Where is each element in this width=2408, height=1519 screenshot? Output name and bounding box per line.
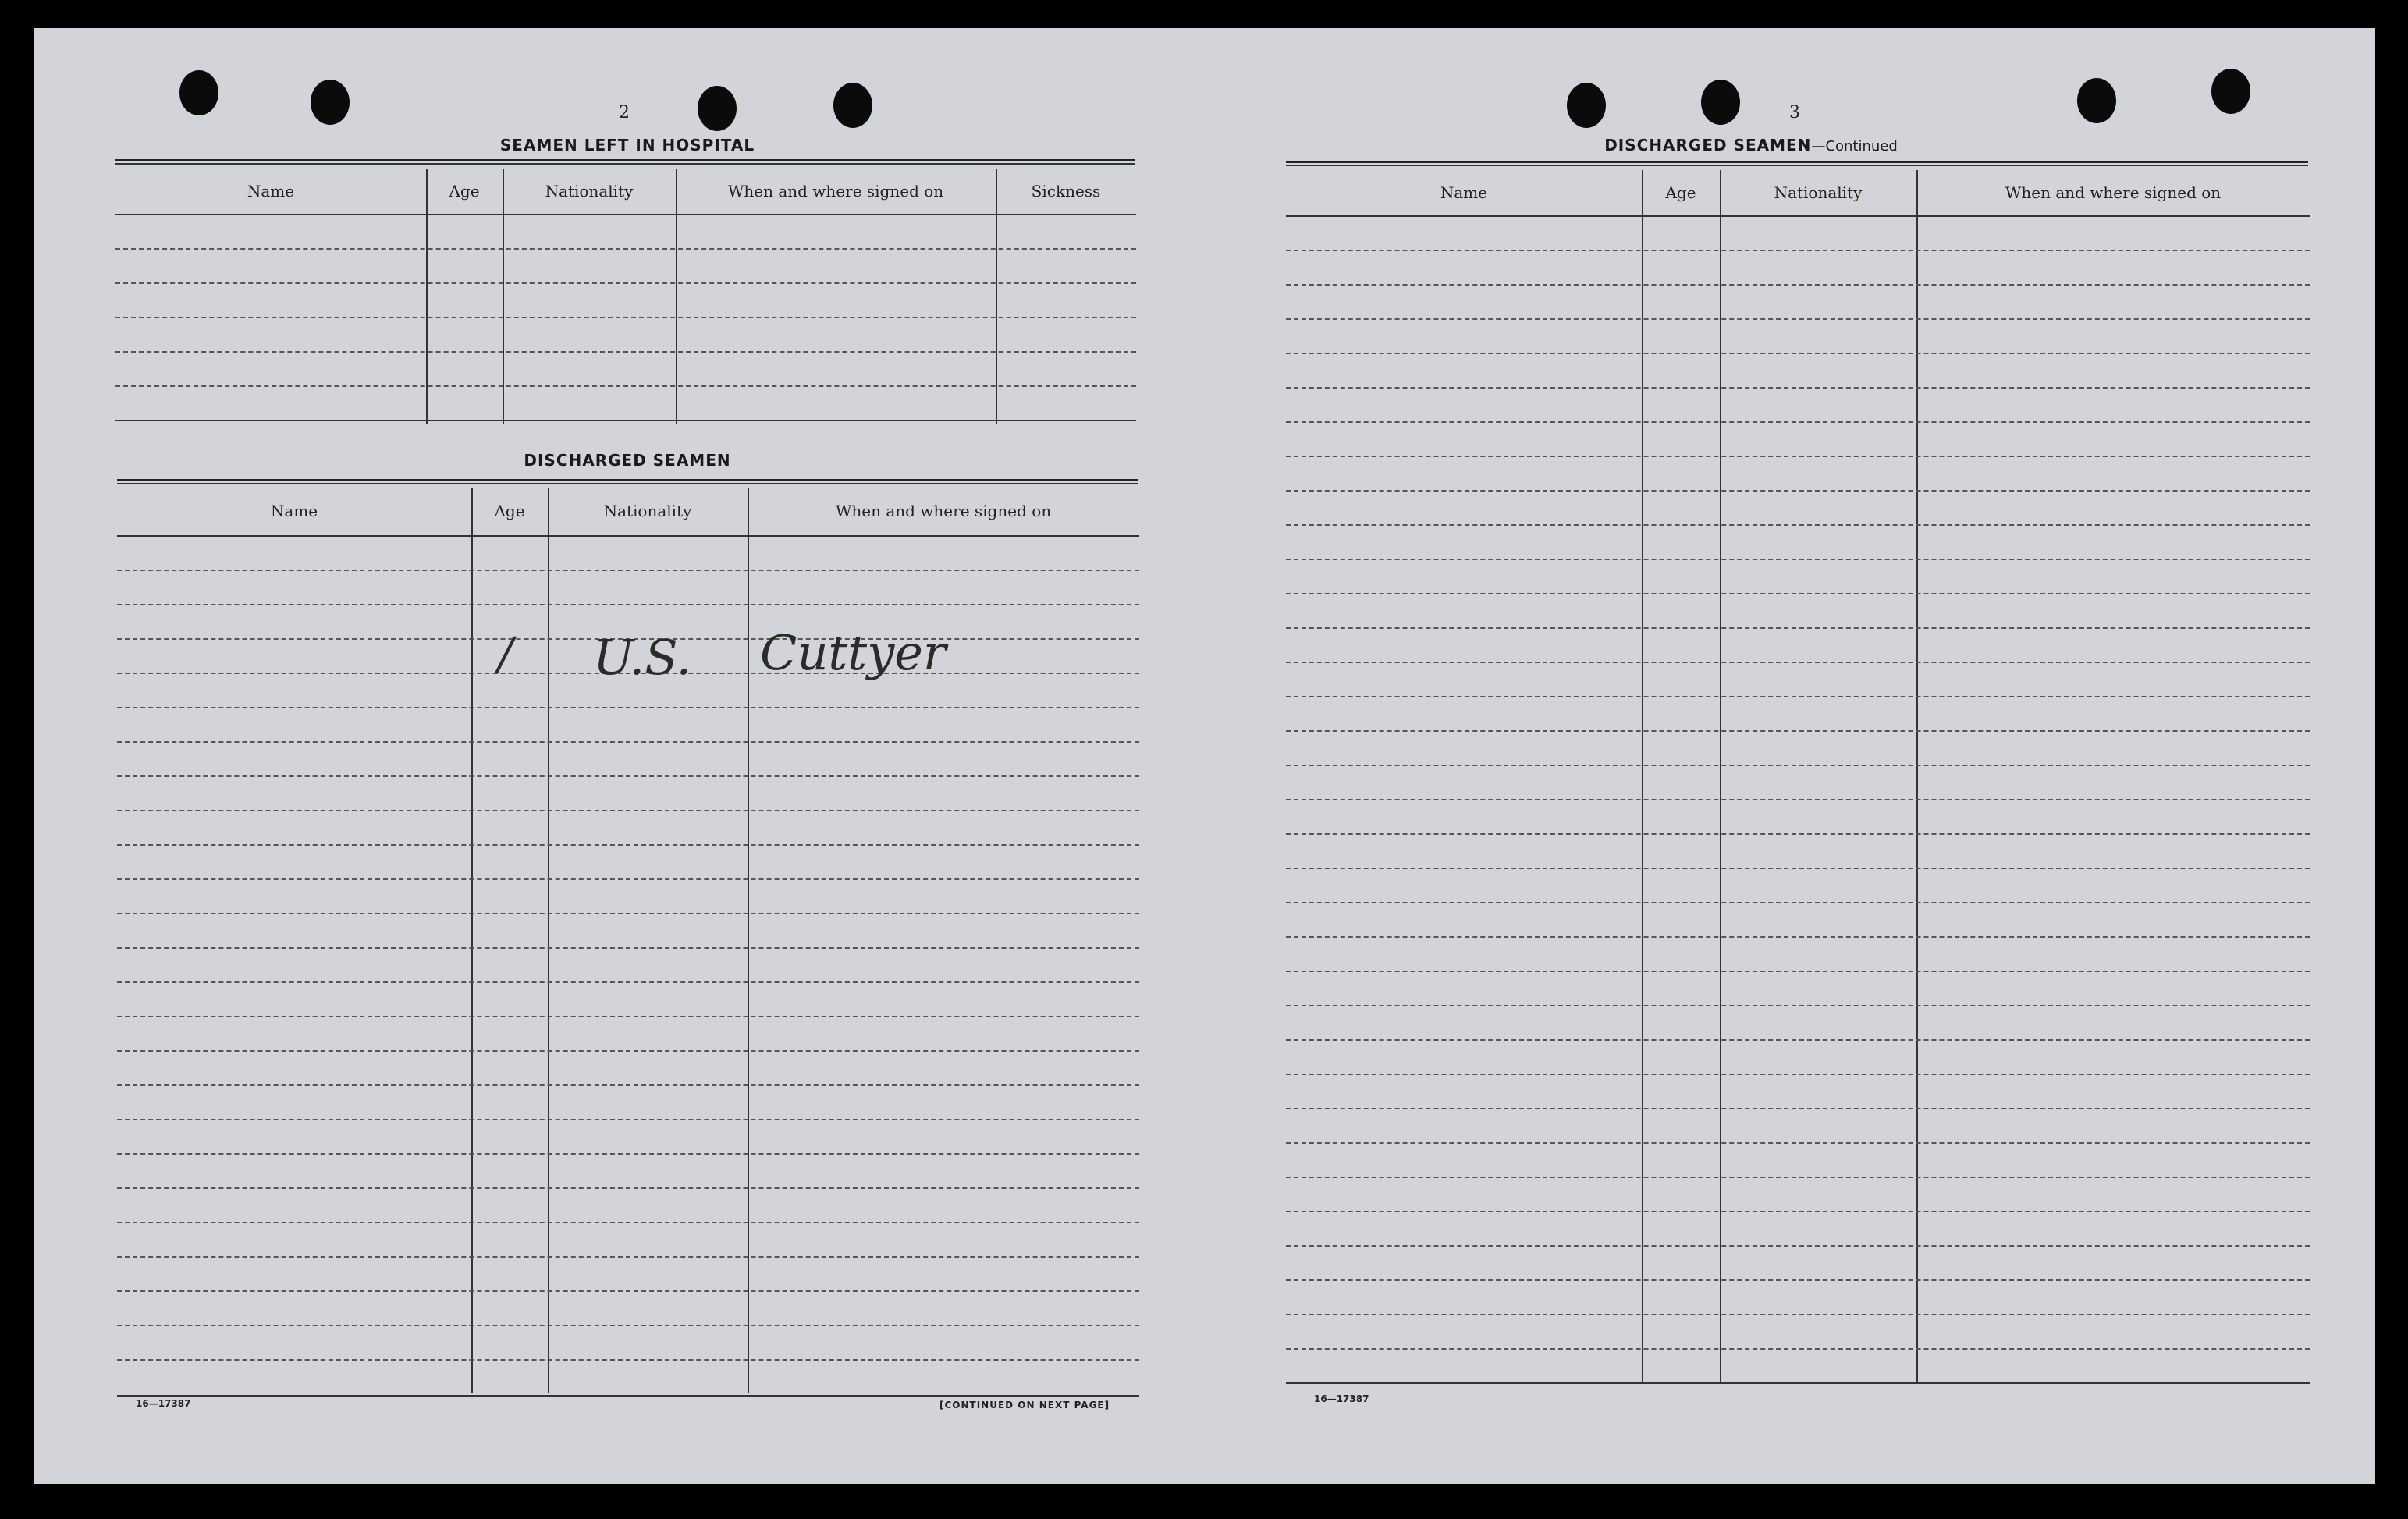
table-row	[117, 878, 1139, 880]
table-row	[117, 1016, 1139, 1017]
table-row	[1286, 868, 2310, 869]
discharged-continued-table	[1286, 170, 2310, 1387]
table-row	[117, 1256, 1139, 1258]
col-header-signed-on: When and where signed on	[835, 502, 1052, 520]
table-row	[115, 351, 1136, 353]
ledger-spread	[34, 28, 2375, 1484]
punch-hole	[698, 86, 737, 131]
punch-hole	[1701, 80, 1740, 125]
table-row	[115, 282, 1136, 284]
col-header-nationality: Nationality	[603, 502, 692, 520]
table-row	[1286, 936, 2310, 938]
table-row	[1286, 1142, 2310, 1144]
hospital-top-rule	[115, 159, 1135, 165]
table-row	[1286, 765, 2310, 766]
table-row	[1286, 559, 2310, 560]
table-row	[1286, 696, 2310, 697]
table-row	[117, 707, 1139, 708]
table-row	[117, 1222, 1139, 1223]
table-row	[1286, 524, 2310, 526]
handwritten-age: /	[498, 627, 513, 680]
table-row	[117, 1084, 1139, 1086]
table-row	[1286, 662, 2310, 663]
table-row	[1286, 1177, 2310, 1178]
table-row	[117, 844, 1139, 846]
column-divider	[471, 488, 473, 1393]
table-row	[1286, 1108, 2310, 1109]
header-underline	[117, 535, 1139, 537]
punch-hole	[2077, 78, 2116, 123]
table-row	[115, 248, 1136, 250]
header-underline	[1286, 215, 2310, 217]
table-row	[117, 981, 1139, 983]
col-header-age: Age	[1665, 183, 1696, 202]
table-row	[117, 1325, 1139, 1326]
col-header-sickness: Sickness	[1031, 182, 1101, 201]
table-row	[1286, 1245, 2310, 1247]
col-header-name: Name	[1440, 183, 1488, 202]
col-header-age: Age	[449, 182, 480, 201]
section-title-text: DISCHARGED SEAMEN	[1604, 136, 1812, 154]
table-row	[1286, 284, 2310, 286]
page-number-right: 3	[1789, 103, 1800, 122]
col-header-signed-on: When and where signed on	[727, 182, 944, 201]
continued-note: [CONTINUED ON NEXT PAGE]	[939, 1400, 1110, 1411]
table-row	[1286, 1348, 2310, 1350]
handwritten-nationality: U.S.	[593, 629, 692, 686]
col-header-age: Age	[494, 502, 525, 520]
col-header-signed-on: When and where signed on	[2005, 183, 2222, 202]
table-row	[1286, 971, 2310, 972]
table-row	[117, 1187, 1139, 1189]
table-row	[1286, 421, 2310, 423]
column-divider	[748, 488, 749, 1393]
table-bottom-rule	[117, 1395, 1139, 1397]
table-row	[1286, 730, 2310, 732]
punch-hole	[1567, 83, 1606, 128]
table-row	[117, 810, 1139, 811]
table-row	[117, 570, 1139, 571]
column-divider	[548, 488, 549, 1393]
table-row	[1286, 1211, 2310, 1212]
table-row	[1286, 1279, 2310, 1281]
punch-hole	[2211, 69, 2250, 114]
table-row	[1286, 799, 2310, 800]
table-row	[1286, 490, 2310, 492]
punch-hole	[311, 80, 350, 125]
table-bottom-rule	[115, 420, 1136, 421]
page-number-left: 2	[619, 103, 630, 122]
table-row	[1286, 456, 2310, 457]
table-row	[117, 775, 1139, 777]
table-row	[1286, 833, 2310, 835]
table-row	[117, 1119, 1139, 1120]
table-row	[1286, 250, 2310, 251]
table-row	[117, 913, 1139, 914]
right-top-rule	[1286, 161, 2308, 166]
discharged-section-title: DISCHARGED SEAMEN	[524, 451, 731, 470]
punch-hole	[179, 70, 218, 115]
header-underline	[115, 214, 1136, 215]
col-header-name: Name	[247, 182, 295, 201]
table-row	[1286, 1074, 2310, 1075]
table-row	[117, 1050, 1139, 1052]
table-row	[117, 604, 1139, 605]
table-row	[117, 1153, 1139, 1155]
table-row	[117, 1359, 1139, 1361]
table-row	[117, 741, 1139, 743]
form-code-left: 16—17387	[136, 1398, 191, 1409]
table-row	[1286, 1005, 2310, 1006]
form-code-right: 16—17387	[1314, 1393, 1369, 1404]
discharged-continued-title	[1579, 136, 1923, 154]
col-header-nationality: Nationality	[545, 182, 634, 201]
hospital-table	[115, 169, 1136, 426]
table-row	[115, 385, 1136, 387]
table-bottom-rule	[1286, 1382, 2310, 1384]
table-row	[1286, 902, 2310, 903]
col-header-name: Name	[270, 502, 318, 520]
table-row	[117, 1290, 1139, 1292]
col-header-nationality: Nationality	[1774, 183, 1863, 202]
table-row	[117, 947, 1139, 949]
table-row	[1286, 593, 2310, 594]
table-row	[1286, 353, 2310, 354]
table-row	[1286, 627, 2310, 629]
section-title-suffix: —Continued	[1811, 138, 1898, 154]
table-row	[1286, 1039, 2310, 1041]
table-row	[1286, 387, 2310, 389]
punch-hole	[833, 83, 872, 128]
table-row	[1286, 318, 2310, 320]
discharged-top-rule	[117, 479, 1138, 484]
discharged-table	[117, 488, 1139, 1400]
handwritten-signed-on: Cuttyer	[760, 624, 947, 681]
table-row	[1286, 1314, 2310, 1315]
hospital-section-title: SEAMEN LEFT IN HOSPITAL	[499, 136, 755, 154]
table-row	[115, 317, 1136, 318]
